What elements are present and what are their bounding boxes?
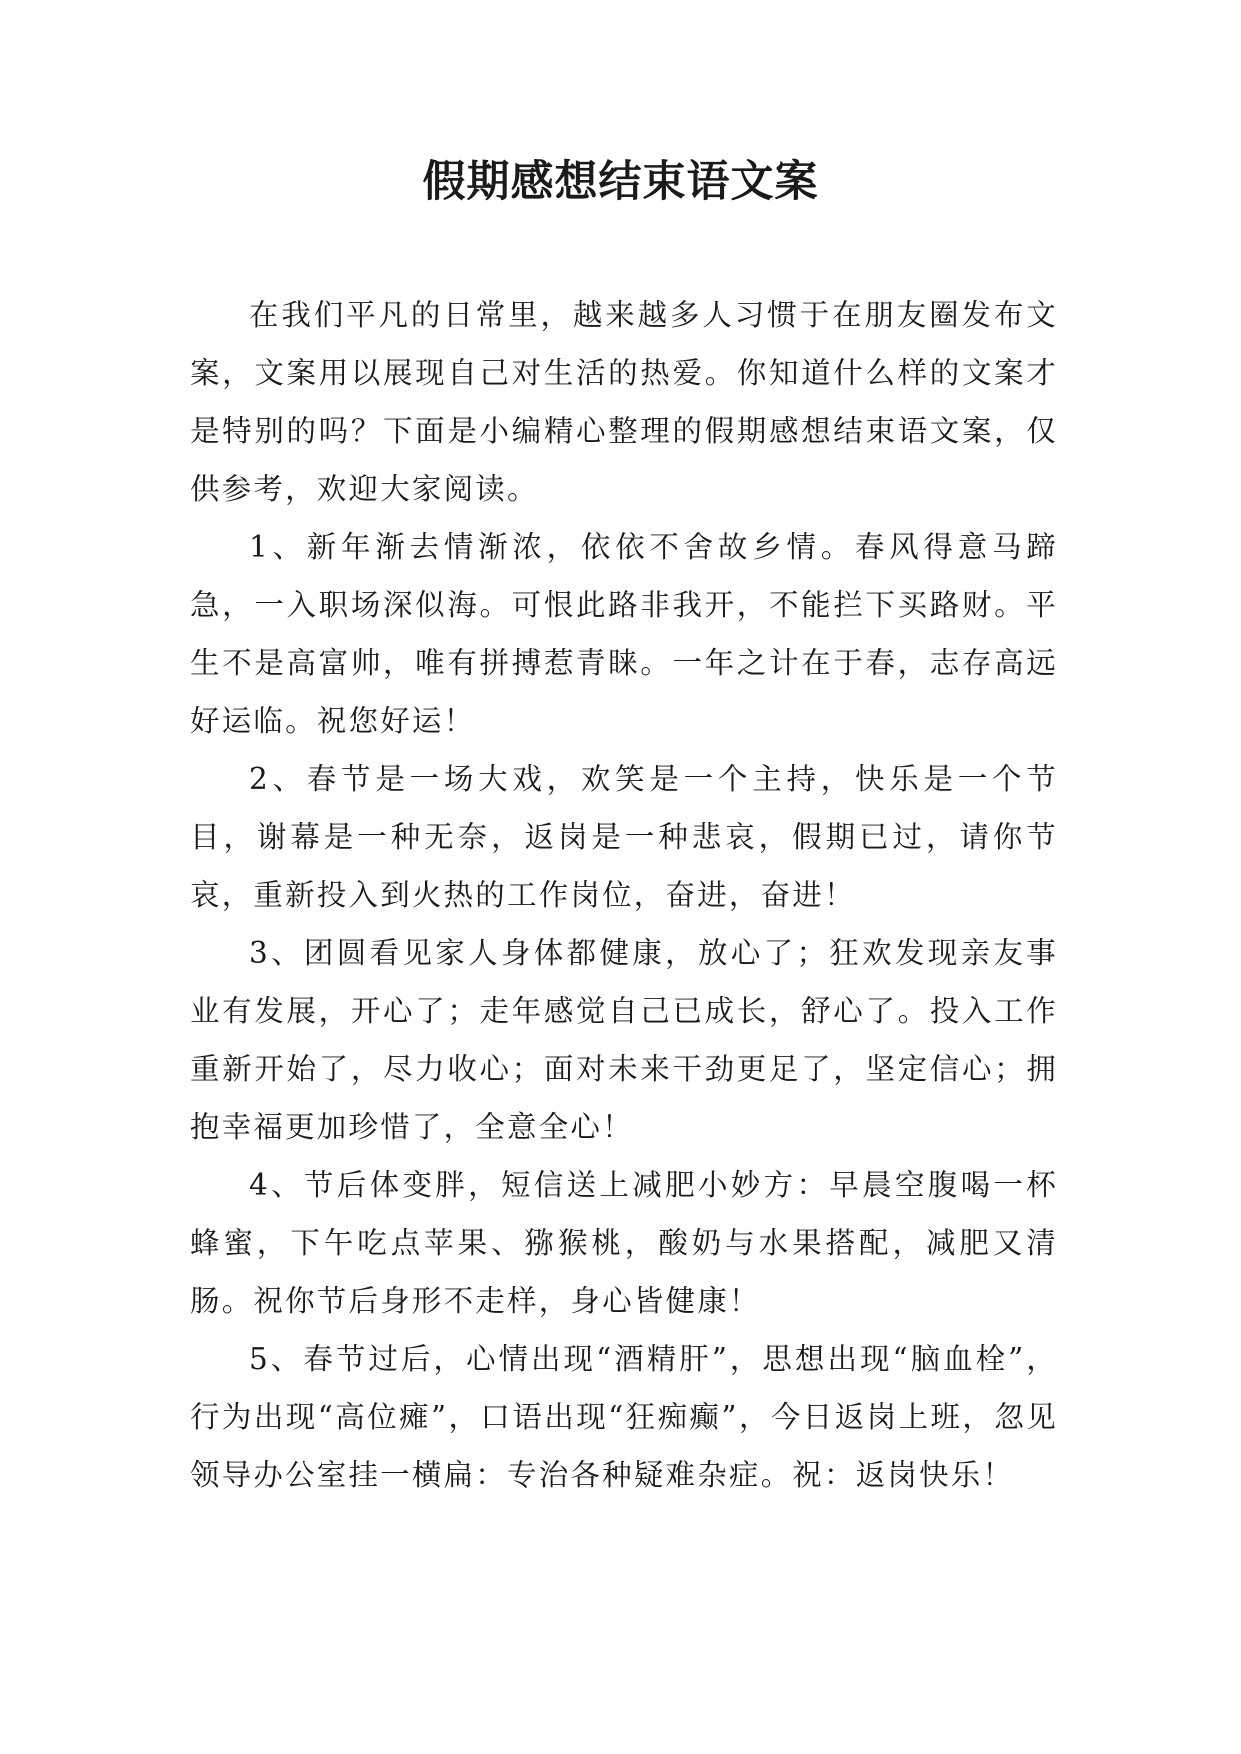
paragraph-5: 5、春节过后，心情出现“酒精肝”，思想出现“脑血栓”，行为出现“高位瘫”，口语出现“狂痴癫”，今日返岗上班，忽见领导办公室挂一横扁：专治各种疑难杂症。祝：返岗快乐！ [190, 1342, 1058, 1492]
document-title: 假期感想结束语文案 [422, 157, 819, 207]
paragraph-2: 2、春节是一场大戏，欢笑是一个主持，快乐是一个节目，谢幕是一种无奈，返岗是一种悲哀，假期已过，请你节哀，重新投入到火热的工作岗位，奋进，奋进！ [190, 762, 1058, 912]
document-body [190, 286, 1058, 1504]
paragraph-4: 4、节后体变胖，短信送上减肥小妙方：早晨空腹喝一杯蜂蜜，下午吃点苹果、猕猴桃，酸奶与水果搭配，减肥又清肠。祝你节后身形不走样，身心皆健康！ [190, 1168, 1058, 1318]
paragraph-1: 1、新年渐去情渐浓，依依不舍故乡情。春风得意马蹄急，一入职场深似海。可恨此路非我开，不能拦下买路财。平生不是高富帅，唯有拼搏惹青睐。一年之计在于春，志存高远好运临。祝您好运！ [190, 530, 1058, 738]
paragraph-3: 3、团圆看见家人身体都健康，放心了；狂欢发现亲友事业有发展，开心了；走年感觉自己已成长，舒心了。投入工作重新开始了，尽力收心；面对未来干劲更足了，坚定信心；拥抱幸福更加珍惜了，全意全心！ [190, 936, 1058, 1144]
paragraph-intro: 在我们平凡的日常里，越来越多人习惯于在朋友圈发布文案，文案用以展现自己对生活的热爱。你知道什么样的文案才是特别的吗？下面是小编精心整理的假期感想结束语文案，仅供参考，欢迎大家阅读。 [190, 298, 1058, 506]
